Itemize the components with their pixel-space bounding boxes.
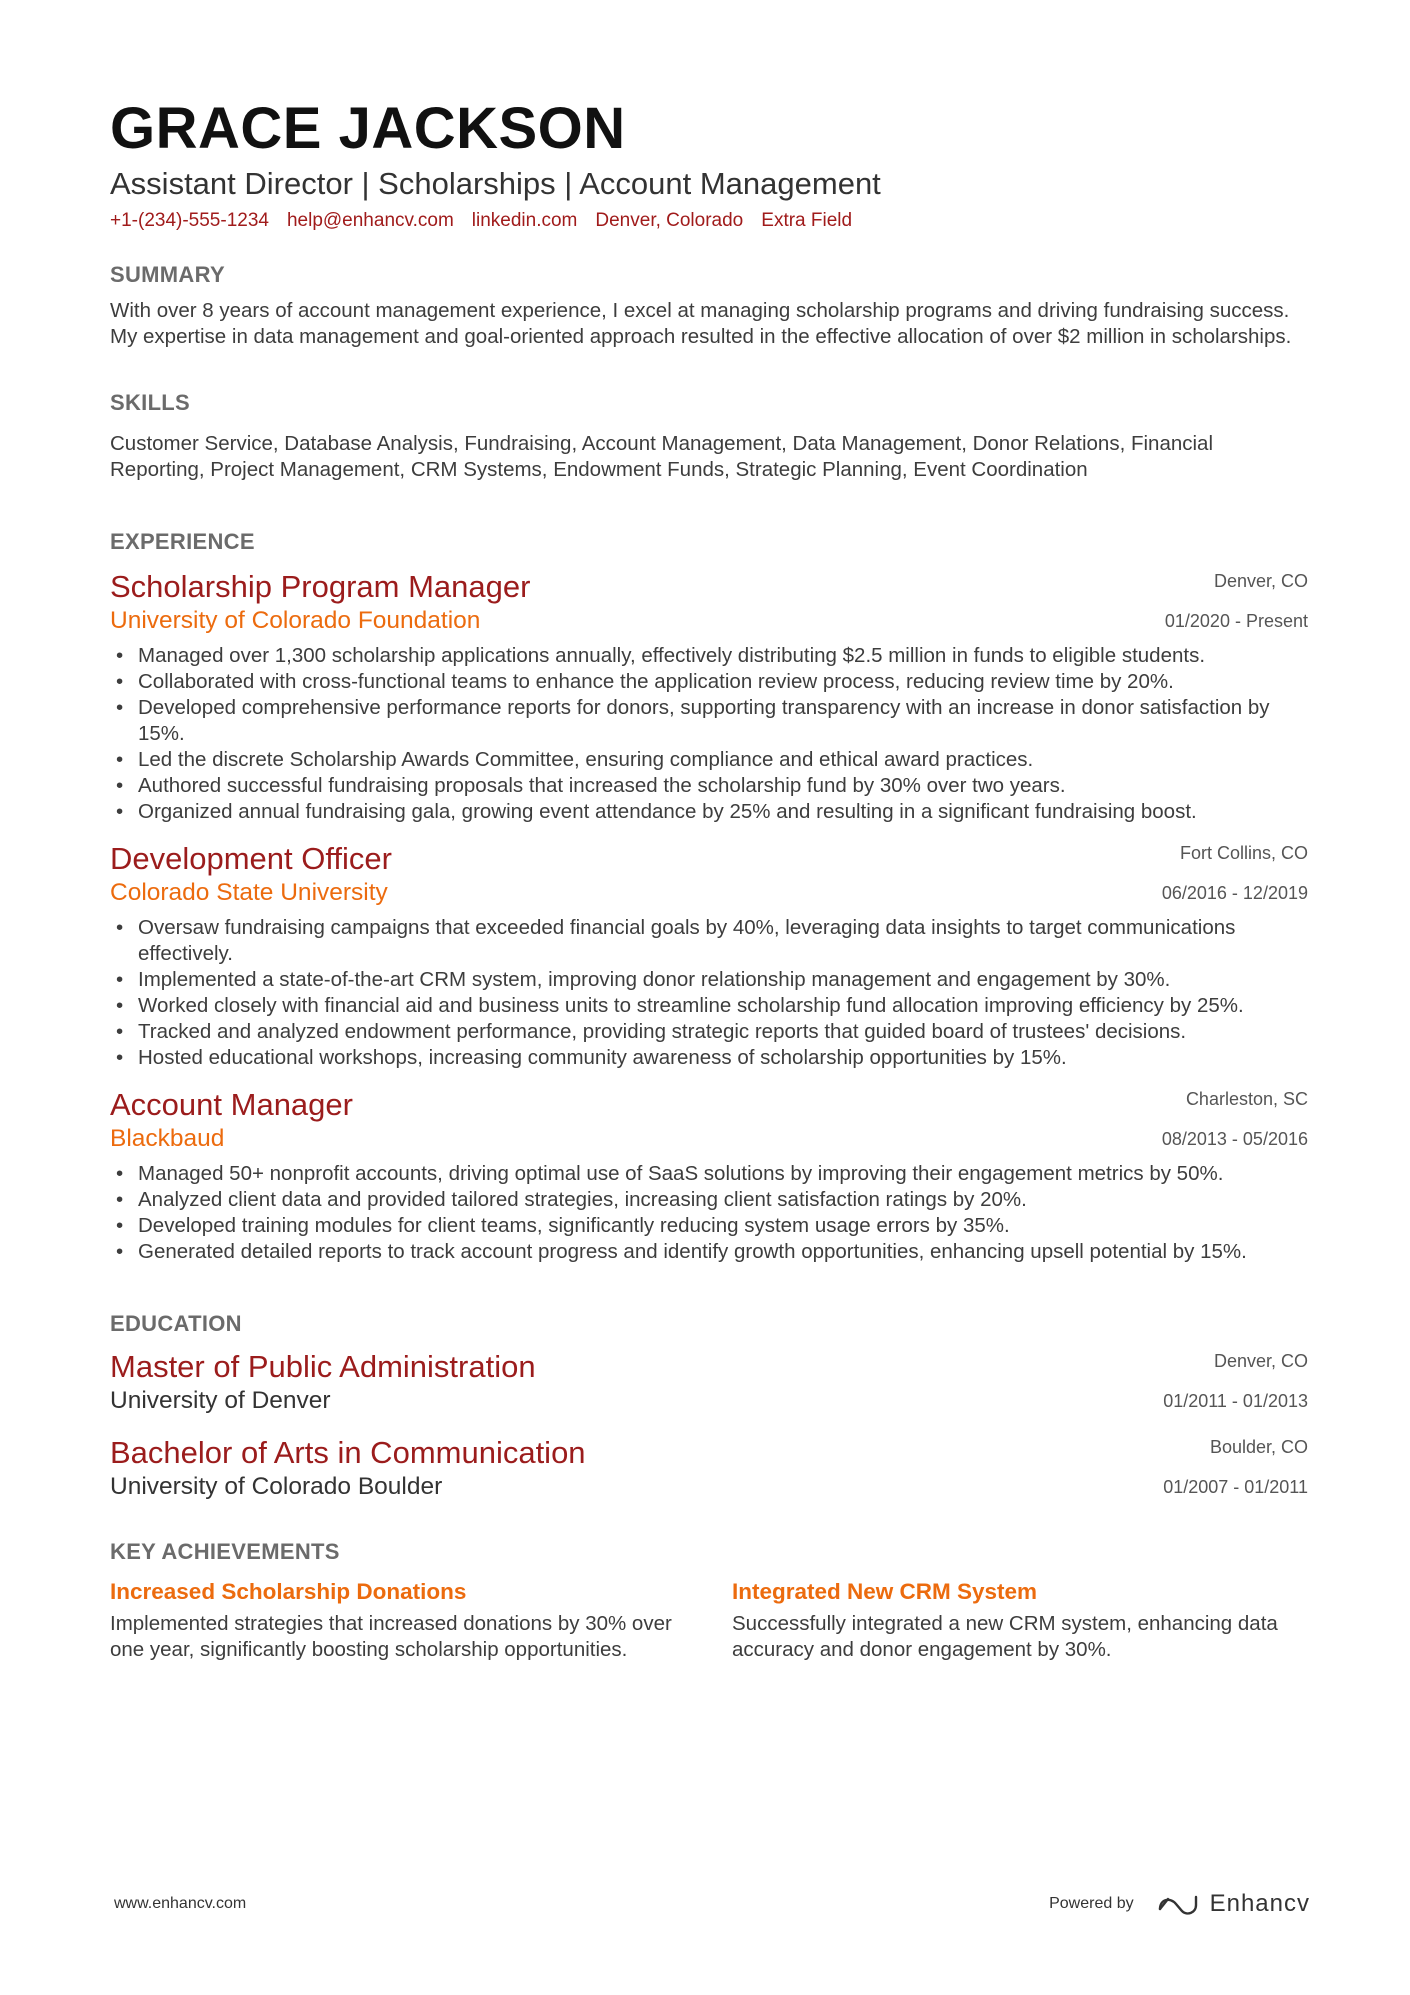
bullet-item: • Hosted educational workshops, increasing community awareness of scholarship opportunities by 15%. [110,1045,1308,1071]
experience-entry [110,841,1308,1071]
job-company: Colorado State University [110,879,388,906]
enhancv-logo-icon [1156,1891,1202,1917]
job-title: Scholarship Program Manager [110,569,531,604]
bullet-item: • Tracked and analyzed endowment performance, providing strategic reports that guided board of trustees' decisions. [110,1019,1308,1045]
achievement-title: Increased Scholarship Donations [110,1579,467,1604]
education-location: Boulder, CO [1209,1437,1308,1457]
enhancv-brand-name: Enhancv [1209,1890,1310,1917]
education-dates: 01/2007 - 01/2011 [1163,1477,1308,1497]
experience-entry-head [110,841,1308,877]
experience-section [110,527,1308,1265]
job-bullets [110,915,1308,1071]
job-company: Blackbaud [110,1125,225,1152]
achievement-item [110,1577,686,1663]
contact-extra-field: Extra Field [761,210,853,231]
bullet-item: • Managed 50+ nonprofit accounts, driving optimal use of SaaS solutions by improving their engagement metrics by 50%. [110,1161,1308,1187]
summary-text: With over 8 years of account management experience, I excel at managing scholarship programs and driving fundraising success. My expertise in data management and goal-oriented approach resulted in the effective allocation of over $2 million in scholarships. [110,299,1292,348]
bullet-item: • Led the discrete Scholarship Awards Committee, ensuring compliance and ethical award practices. [110,747,1308,773]
page-footer [114,1890,1310,1918]
school-name: University of Denver [110,1387,331,1414]
job-location: Charleston, SC [1185,1089,1308,1109]
summary-title: SUMMARY [110,262,225,287]
experience-title: EXPERIENCE [110,529,255,554]
skills-text: Customer Service, Database Analysis, Fundraising, Account Management, Data Management, Donor Relations, Financial Reporting, Project Management, CRM Systems, Endowment Funds, Strategic Planning, Event Coordination [110,432,1214,481]
contact-email[interactable]: help@enhancv.com [286,210,454,231]
powered-by-label: Powered by [1049,1895,1134,1912]
footer-url-link[interactable]: www.enhancv.com [114,1895,247,1912]
bullet-item: • Collaborated with cross-functional teams to enhance the application review process, reducing review time by 20%. [110,669,1308,695]
education-entry [110,1349,1308,1417]
footer-branding [1049,1890,1310,1918]
education-entry-subrow [110,1471,1308,1503]
bullet-item: • Organized annual fundraising gala, growing event attendance by 25% and resulting in a significant fundraising boost. [110,799,1308,825]
contact-linkedin[interactable]: linkedin.com [471,210,578,231]
summary-section [110,260,1308,350]
job-location: Denver, CO [1213,571,1308,591]
achievements-title: KEY ACHIEVEMENTS [110,1539,340,1564]
education-title: EDUCATION [110,1311,242,1336]
education-location: Denver, CO [1213,1351,1308,1371]
degree-title: Master of Public Administration [110,1349,536,1384]
experience-entry-head [110,569,1308,605]
bullet-item: • Managed over 1,300 scholarship applications annually, effectively distributing $2.5 million in funds to eligible students. [110,643,1308,669]
experience-entry-subrow [110,605,1308,637]
contact-list [110,208,1308,234]
job-location: Fort Collins, CO [1179,843,1308,863]
resume-content [110,96,1308,1663]
achievement-title: Integrated New CRM System [732,1579,1038,1604]
candidate-headline: Assistant Director | Scholarships | Account Management [110,166,881,201]
achievements-section [110,1537,1308,1663]
contact-phone[interactable]: +1-(234)-555-1234 [110,210,269,231]
bullet-item: • Developed training modules for client teams, significantly reducing system usage errors by 35%. [110,1213,1308,1239]
job-title: Account Manager [110,1087,353,1122]
achievement-description: Implemented strategies that increased donations by 30% over one year, significantly boosting scholarship opportunities. [110,1612,672,1661]
achievements-grid [110,1577,1308,1663]
enhancv-brand[interactable] [1156,1890,1310,1918]
bullet-item: • Authored successful fundraising proposals that increased the scholarship fund by 30% over two years. [110,773,1308,799]
skills-section [110,388,1308,483]
education-entry-head [110,1349,1308,1385]
bullet-item: • Analyzed client data and provided tailored strategies, increasing client satisfaction ratings by 20%. [110,1187,1308,1213]
experience-entry-subrow [110,877,1308,909]
education-dates: 01/2011 - 01/2013 [1163,1391,1308,1411]
education-section [110,1309,1308,1503]
bullet-item: • Generated detailed reports to track account progress and identify growth opportunities, enhancing upsell potential by 15%. [110,1239,1308,1265]
education-entry [110,1435,1308,1503]
education-entry-subrow [110,1385,1308,1417]
job-dates: 01/2020 - Present [1164,611,1308,631]
job-dates: 08/2013 - 05/2016 [1161,1129,1308,1149]
bullet-item: • Implemented a state-of-the-art CRM system, improving donor relationship management and engagement by 30%. [110,967,1308,993]
achievement-item [732,1577,1308,1663]
experience-entry-subrow [110,1123,1308,1155]
bullet-item: • Worked closely with financial aid and business units to streamline scholarship fund allocation improving efficiency by 25%. [110,993,1308,1019]
job-title: Development Officer [110,841,392,876]
job-company: University of Colorado Foundation [110,607,481,634]
resume-header [110,96,1308,234]
degree-title: Bachelor of Arts in Communication [110,1435,586,1470]
skills-title: SKILLS [110,390,191,415]
bullet-item: • Oversaw fundraising campaigns that exceeded financial goals by 40%, leveraging data insights to target communications effectively. [110,915,1308,967]
job-dates: 06/2016 - 12/2019 [1161,883,1308,903]
education-entry-head [110,1435,1308,1471]
achievement-description: Successfully integrated a new CRM system, enhancing data accuracy and donor engagement by 30%. [732,1612,1278,1661]
contact-location: Denver, Colorado [595,210,744,231]
candidate-name: GRACE JACKSON [110,96,626,161]
experience-entry [110,1087,1308,1265]
job-bullets [110,643,1308,825]
job-bullets [110,1161,1308,1265]
school-name: University of Colorado Boulder [110,1473,443,1500]
bullet-item: • Developed comprehensive performance reports for donors, supporting transparency with an increase in donor satisfaction by 15%. [110,695,1308,747]
experience-entry-head [110,1087,1308,1123]
experience-entry [110,569,1308,825]
